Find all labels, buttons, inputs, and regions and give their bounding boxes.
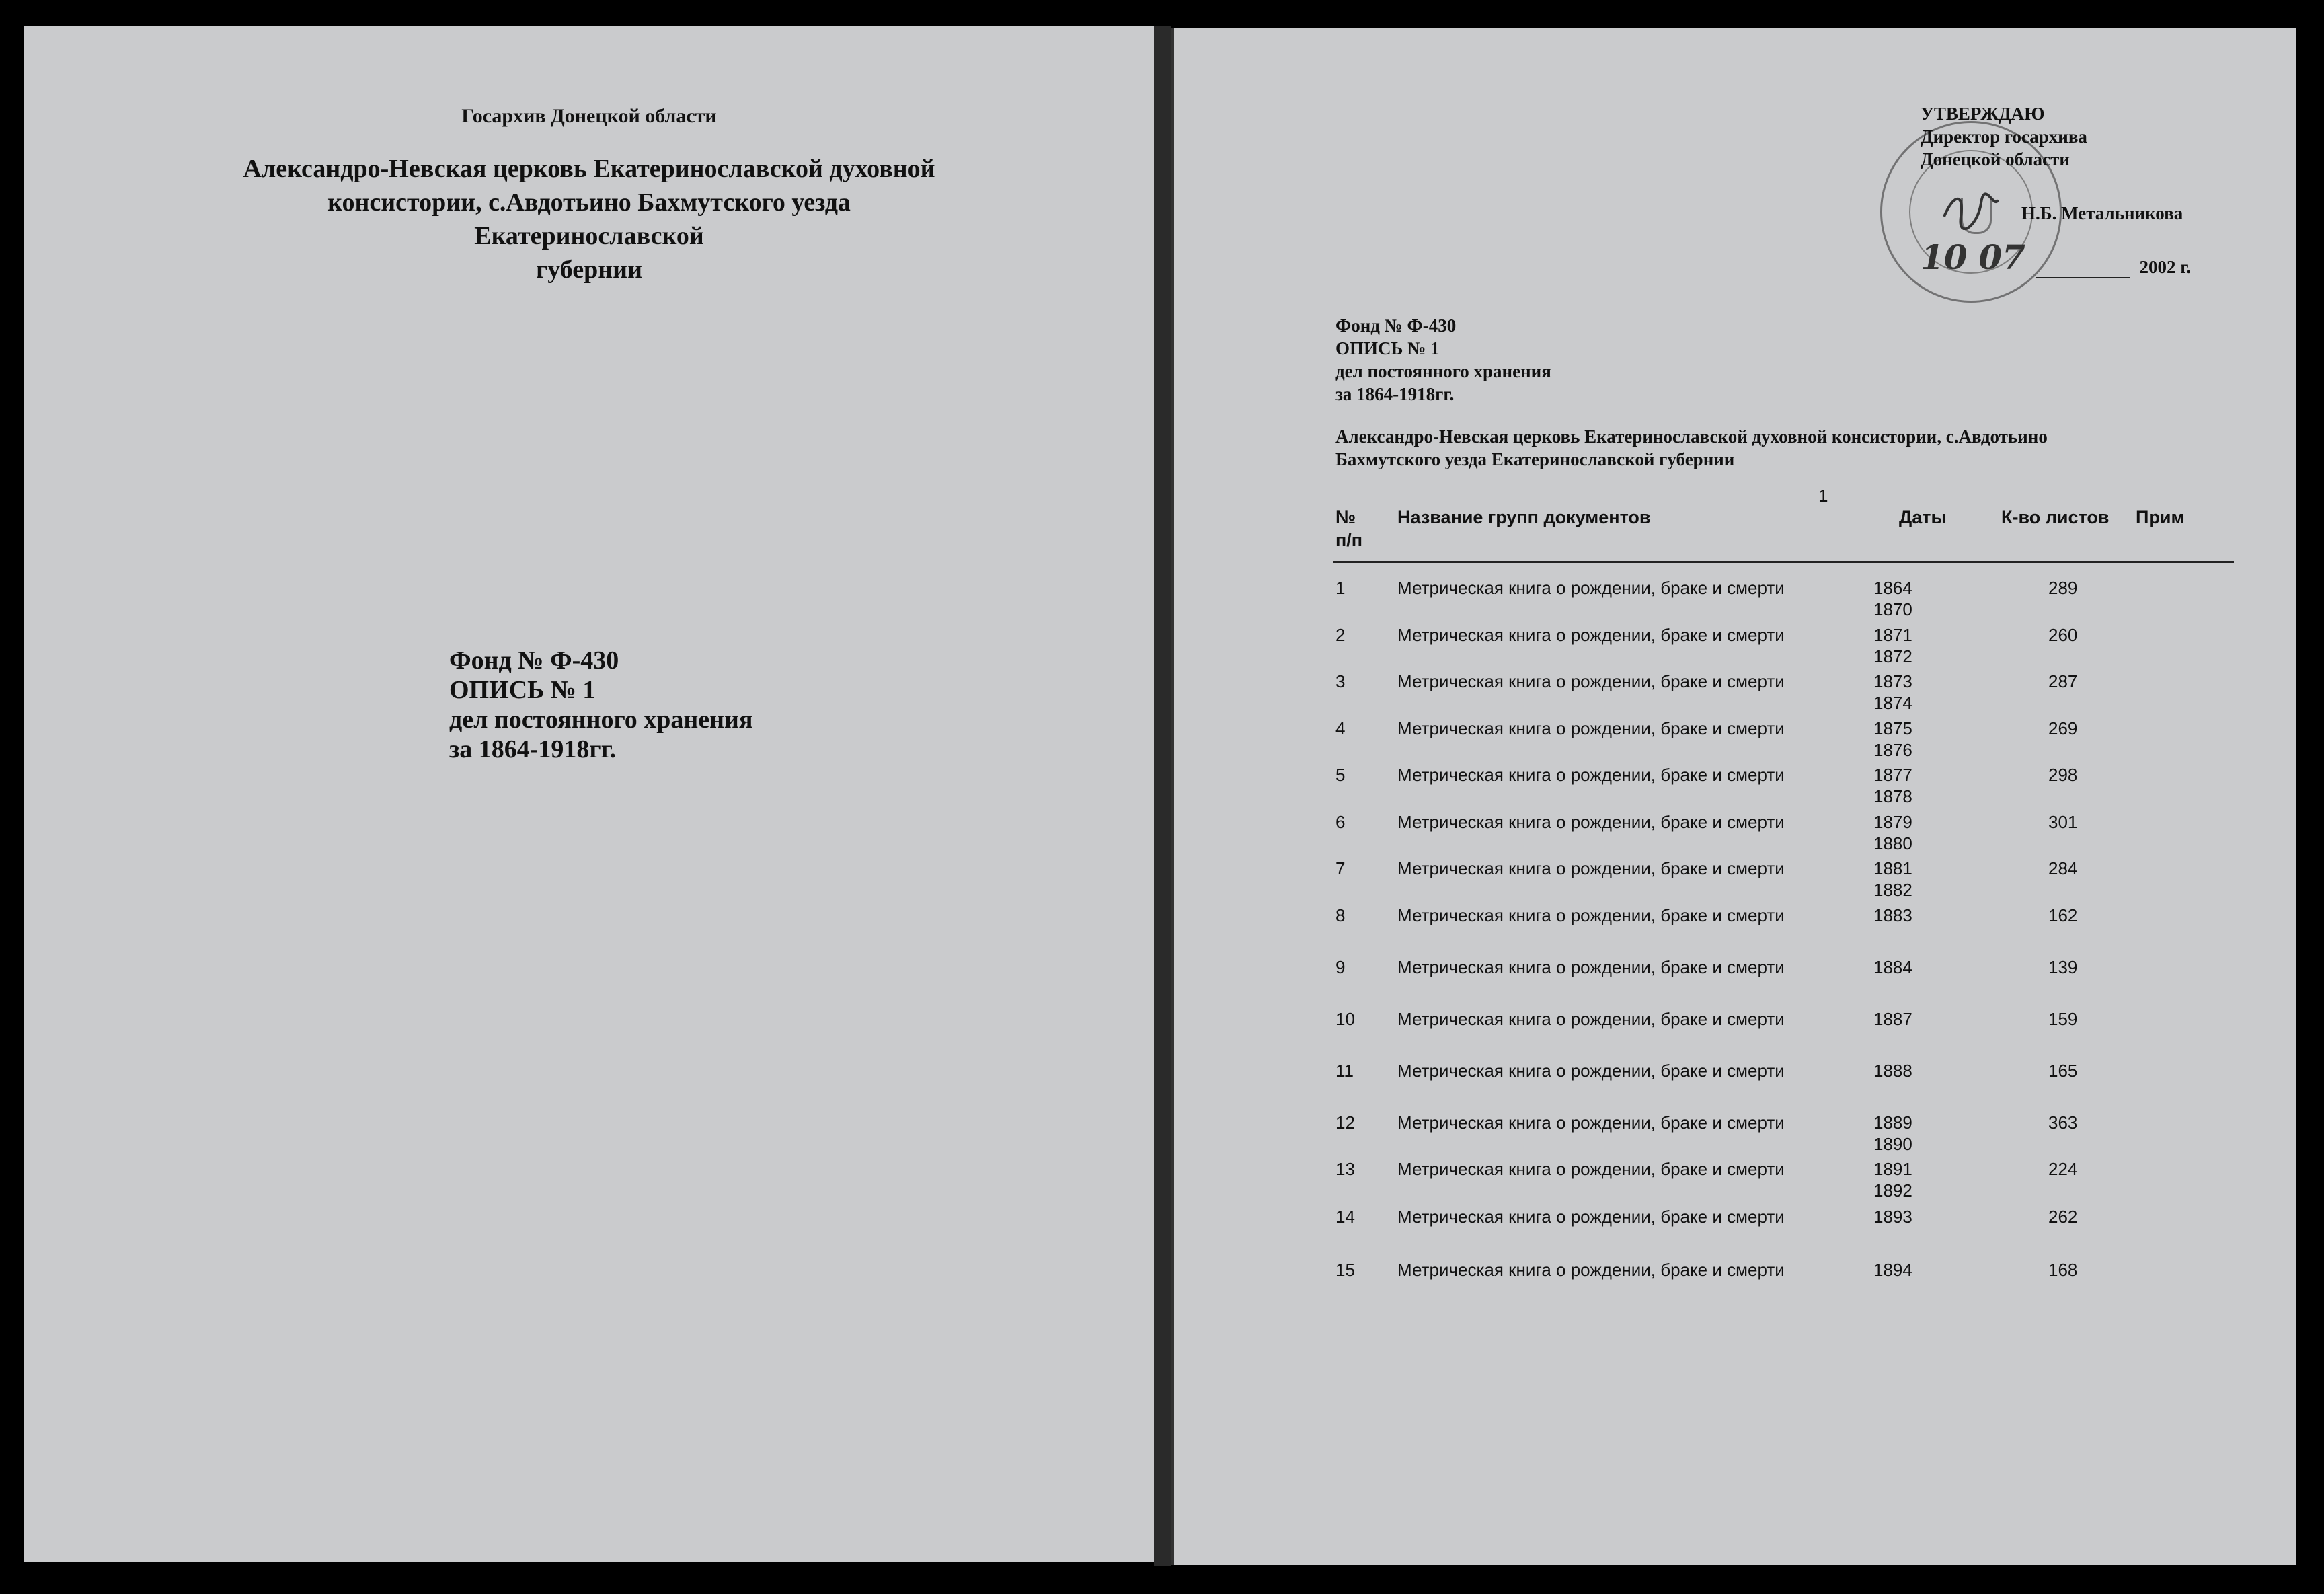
signature-scribble-icon <box>1941 190 2001 230</box>
row-number: 11 <box>1335 1061 1354 1081</box>
handwritten-signature <box>1941 190 2001 238</box>
row-date-start: 1875 <box>1873 718 1912 738</box>
row-date-end: 1880 <box>1873 833 1912 853</box>
signatory-name: Н.Б. Метальникова <box>2021 203 2183 223</box>
header-rule <box>1333 561 2234 563</box>
row-date-start: 1879 <box>1873 812 1912 832</box>
row-date-end: 1872 <box>1873 646 1912 667</box>
row-sheet-count: 260 <box>2048 625 2078 645</box>
row-number: 15 <box>1335 1260 1355 1280</box>
header-dates: Даты <box>1899 507 1947 527</box>
row-date-start: 1887 <box>1873 1009 1912 1029</box>
page-number: 1 <box>1818 486 1828 506</box>
row-document-name: Метрическая книга о рождении, браке и смерти <box>1397 1207 1785 1227</box>
row-date-end: 1882 <box>1873 880 1912 900</box>
row-date-start: 1891 <box>1873 1159 1912 1179</box>
date-year: 2002 г. <box>2139 257 2192 277</box>
fond-title-line: консистории, с.Авдотьино Бахмутского уезда Екатеринославской <box>327 188 851 250</box>
table-row <box>1335 1259 2237 1305</box>
table-header <box>1335 506 2237 560</box>
inventory-number: ОПИСЬ № 1 <box>1335 338 1440 358</box>
storage-type: дел постоянного хранения <box>1335 361 1551 381</box>
date-month: 07 <box>1978 237 2025 277</box>
row-number: 7 <box>1335 858 1346 878</box>
row-number: 4 <box>1335 718 1346 738</box>
storage-type: дел постоянного хранения <box>449 706 753 734</box>
row-date-start: 1894 <box>1873 1260 1912 1280</box>
archive-name: Госархив Донецкой области <box>461 105 717 127</box>
row-sheet-count: 159 <box>2048 1009 2078 1029</box>
fond-title-line: Александро-Невская церковь Екатеринославской духовной <box>243 155 935 183</box>
row-number: 10 <box>1335 1009 1355 1029</box>
row-number: 5 <box>1335 765 1346 785</box>
row-date-end: 1870 <box>1873 599 1912 619</box>
header-no-sub: п/п <box>1335 530 1363 550</box>
header-name: Название групп документов <box>1397 507 1651 527</box>
church-name-line: Бахмутского уезда Екатеринославской губернии <box>1335 449 1735 469</box>
row-document-name: Метрическая книга о рождении, браке и смерти <box>1397 858 1785 878</box>
row-number: 9 <box>1335 957 1346 977</box>
table-row <box>1335 577 2237 623</box>
row-document-name: Метрическая книга о рождении, браке и смерти <box>1397 812 1785 832</box>
row-date-start: 1871 <box>1873 625 1912 645</box>
row-sheet-count: 165 <box>2048 1061 2078 1081</box>
table-row <box>1335 624 2237 670</box>
row-date-start: 1877 <box>1873 765 1912 785</box>
row-date-end: 1890 <box>1873 1134 1912 1154</box>
row-document-name: Метрическая книга о рождении, браке и смерти <box>1397 1159 1785 1179</box>
row-sheet-count: 284 <box>2048 858 2078 878</box>
row-number: 12 <box>1335 1112 1355 1133</box>
row-document-name: Метрическая книга о рождении, браке и смерти <box>1397 578 1785 598</box>
row-sheet-count: 298 <box>2048 765 2078 785</box>
row-sheet-count: 363 <box>2048 1112 2078 1133</box>
row-number: 14 <box>1335 1207 1355 1227</box>
approval-organization: Донецкой области <box>1921 149 2070 169</box>
row-sheet-count: 262 <box>2048 1207 2078 1227</box>
table-row <box>1335 1060 2237 1106</box>
row-date-end: 1876 <box>1873 740 1912 760</box>
date-range: за 1864-1918гг. <box>449 735 617 763</box>
row-document-name: Метрическая книга о рождении, браке и смерти <box>1397 905 1785 925</box>
row-sheet-count: 224 <box>2048 1159 2078 1179</box>
header-sheets: К-во листов <box>2001 507 2109 527</box>
row-document-name: Метрическая книга о рождении, браке и смерти <box>1397 1009 1785 1029</box>
row-number: 13 <box>1335 1159 1355 1179</box>
approval-date <box>1921 237 2192 278</box>
row-sheet-count: 301 <box>2048 812 2078 832</box>
date-day: 10 <box>1921 237 1968 277</box>
fond-info <box>449 646 753 764</box>
row-document-name: Метрическая книга о рождении, браке и смерти <box>1397 1061 1785 1081</box>
table-row <box>1335 671 2237 716</box>
table-row <box>1335 718 2237 763</box>
row-number: 3 <box>1335 671 1346 691</box>
row-date-end: 1878 <box>1873 786 1912 806</box>
table-row <box>1335 1206 2237 1252</box>
row-sheet-count: 139 <box>2048 957 2078 977</box>
row-date-start: 1884 <box>1873 957 1912 977</box>
row-document-name: Метрическая книга о рождении, браке и смерти <box>1397 1260 1785 1280</box>
row-date-start: 1888 <box>1873 1061 1912 1081</box>
fond-number: Фонд № Ф-430 <box>449 646 619 675</box>
table-row <box>1335 1008 2237 1054</box>
row-document-name: Метрическая книга о рождении, браке и смерти <box>1397 1112 1785 1133</box>
row-sheet-count: 168 <box>2048 1260 2078 1280</box>
inventory-number: ОПИСЬ № 1 <box>449 676 596 704</box>
row-sheet-count: 289 <box>2048 578 2078 598</box>
fond-title-line: губернии <box>536 256 642 284</box>
row-number: 8 <box>1335 905 1346 925</box>
church-name <box>1335 425 2210 471</box>
date-line <box>2036 277 2130 278</box>
right-page <box>1171 28 2296 1565</box>
date-range: за 1864-1918гг. <box>1335 384 1455 404</box>
row-document-name: Метрическая книга о рождении, браке и смерти <box>1397 671 1785 691</box>
fond-info-right <box>1335 314 1551 406</box>
table-row <box>1335 764 2237 810</box>
fond-title <box>226 152 952 287</box>
row-date-start: 1881 <box>1873 858 1912 878</box>
row-sheet-count: 162 <box>2048 905 2078 925</box>
table-row <box>1335 905 2237 950</box>
left-page <box>24 26 1154 1562</box>
approval-position: Директор госархива <box>1921 126 2087 147</box>
table-row <box>1335 811 2237 857</box>
header-no: № <box>1335 507 1356 527</box>
header-note: Прим <box>2136 507 2185 527</box>
row-document-name: Метрическая книга о рождении, браке и смерти <box>1397 625 1785 645</box>
row-sheet-count: 287 <box>2048 671 2078 691</box>
approval-block <box>1921 102 2192 277</box>
row-date-start: 1864 <box>1873 578 1912 598</box>
row-number: 1 <box>1335 578 1346 598</box>
row-number: 6 <box>1335 812 1346 832</box>
row-date-start: 1873 <box>1873 671 1912 691</box>
row-date-end: 1892 <box>1873 1180 1912 1201</box>
row-date-start: 1889 <box>1873 1112 1912 1133</box>
table-row <box>1335 956 2237 1002</box>
row-date-end: 1874 <box>1873 693 1912 713</box>
row-date-start: 1893 <box>1873 1207 1912 1227</box>
row-document-name: Метрическая книга о рождении, браке и смерти <box>1397 765 1785 785</box>
row-date-start: 1883 <box>1873 905 1912 925</box>
row-document-name: Метрическая книга о рождении, браке и смерти <box>1397 957 1785 977</box>
fond-number: Фонд № Ф-430 <box>1335 315 1457 336</box>
table-row <box>1335 1112 2237 1157</box>
row-document-name: Метрическая книга о рождении, браке и смерти <box>1397 718 1785 738</box>
row-sheet-count: 269 <box>2048 718 2078 738</box>
approval-heading: УТВЕРЖДАЮ <box>1921 104 2045 124</box>
church-name-line: Александро-Невская церковь Екатеринославской духовной консистории, с.Авдотьино <box>1335 426 2048 447</box>
page-fold <box>1154 26 1171 1566</box>
table-row <box>1335 1158 2237 1204</box>
row-number: 2 <box>1335 625 1346 645</box>
table-row <box>1335 858 2237 903</box>
